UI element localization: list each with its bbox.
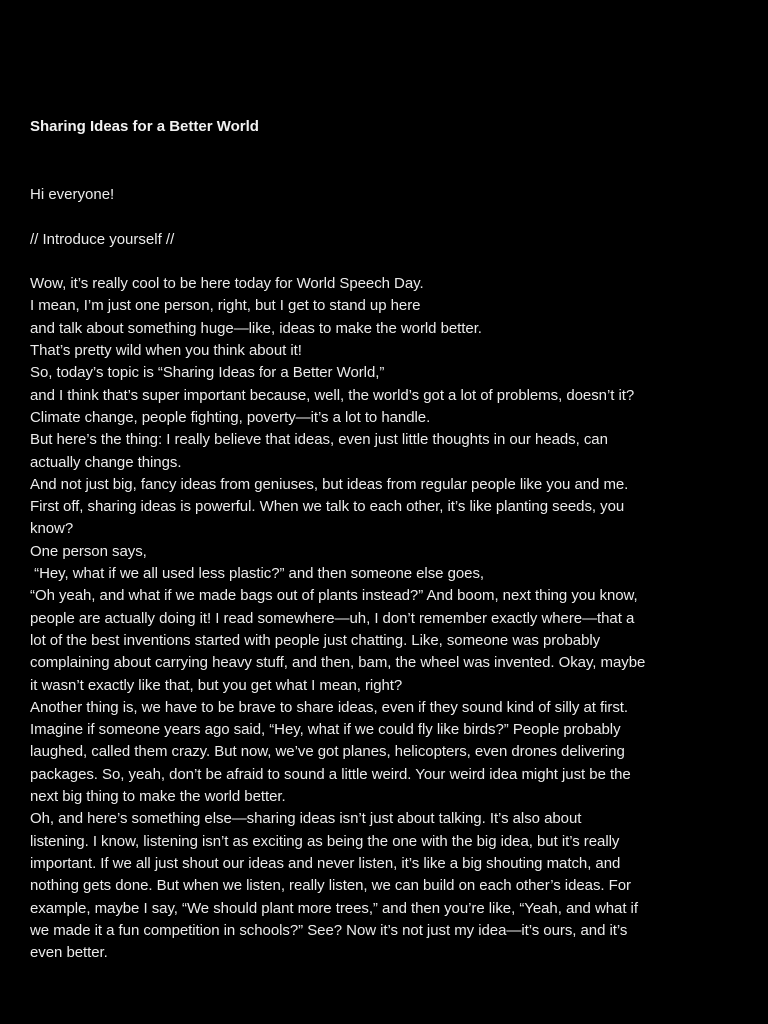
speech-line: Climate change, people fighting, poverty—it’s a lot to handle.: [30, 408, 431, 426]
speech-line: we made it a fun competition in schools?” See? Now it’s not just my idea—it’s ours, and it’s: [30, 921, 628, 939]
speech-line: “Oh yeah, and what if we made bags out of plants instead?” And boom, next thing you know,: [30, 587, 638, 605]
speech-line: laughed, called them crazy. But now, we’ve got planes, helicopters, even drones delivering: [30, 743, 625, 761]
speech-line: example, maybe I say, “We should plant more trees,” and then you’re like, “Yeah, and what if: [30, 899, 638, 917]
speech-document: [30, 117, 752, 964]
speech-line: next big thing to make the world better.: [30, 788, 286, 806]
speech-line: listening. I know, listening isn’t as exciting as being the one with the big idea, but it’s really: [30, 832, 620, 850]
speech-line: it wasn’t exactly like that, but you get what I mean, right?: [30, 676, 403, 694]
speech-line: lot of the best inventions started with people just chatting. Like, someone was probably: [30, 631, 601, 649]
speech-line: packages. So, yeah, don’t be afraid to sound a little weird. Your weird idea might just be the: [30, 765, 631, 783]
speech-line: So, today’s topic is “Sharing Ideas for a Better World,”: [30, 364, 385, 382]
greeting-line: Hi everyone!: [30, 186, 115, 203]
speech-line: Oh, and here’s something else—sharing ideas isn’t just about talking. It’s also about: [30, 810, 582, 828]
intro-placeholder-note: // Introduce yourself //: [30, 230, 175, 248]
speech-line: First off, sharing ideas is powerful. When we talk to each other, it’s like planting seeds, you: [30, 498, 625, 516]
speech-line: Another thing is, we have to be brave to share ideas, even if they sound kind of silly at first.: [30, 698, 629, 716]
speech-line: important. If we all just shout our ideas and never listen, it’s like a big shouting match, and: [30, 854, 621, 872]
speech-line: That’s pretty wild when you think about it!: [30, 342, 302, 360]
speech-line: complaining about carrying heavy stuff, and then, bam, the wheel was invented. Okay, maybe: [30, 654, 646, 672]
speech-line: people are actually doing it! I read somewhere—uh, I don’t remember exactly where—that a: [30, 609, 635, 627]
speech-line: “Hey, what if we all used less plastic?” and then someone else goes,: [30, 565, 485, 583]
speech-line: And not just big, fancy ideas from geniuses, but ideas from regular people like you and me.: [30, 475, 629, 493]
speech-line: Imagine if someone years ago said, “Hey, what if we could fly like birds?” People probably: [30, 721, 621, 739]
speech-line: and talk about something huge—like, ideas to make the world better.: [30, 319, 482, 337]
speech-line: I mean, I’m just one person, right, but I get to stand up here: [30, 297, 421, 315]
speech-line: even better.: [30, 944, 108, 962]
document-title: Sharing Ideas for a Better World: [30, 118, 259, 135]
speech-line: nothing gets done. But when we listen, really listen, we can build on each other’s ideas. For: [30, 877, 631, 895]
speech-line: Wow, it’s really cool to be here today for World Speech Day.: [30, 275, 424, 293]
speech-line: actually change things.: [30, 453, 182, 471]
speech-line: know?: [30, 520, 74, 538]
speech-line: But here’s the thing: I really believe that ideas, even just little thoughts in our heads, can: [30, 431, 608, 449]
speech-line: One person says,: [30, 542, 147, 560]
speech-line: and I think that’s super important because, well, the world’s got a lot of problems, doesn’t it?: [30, 386, 635, 404]
speech-body: [30, 273, 752, 964]
